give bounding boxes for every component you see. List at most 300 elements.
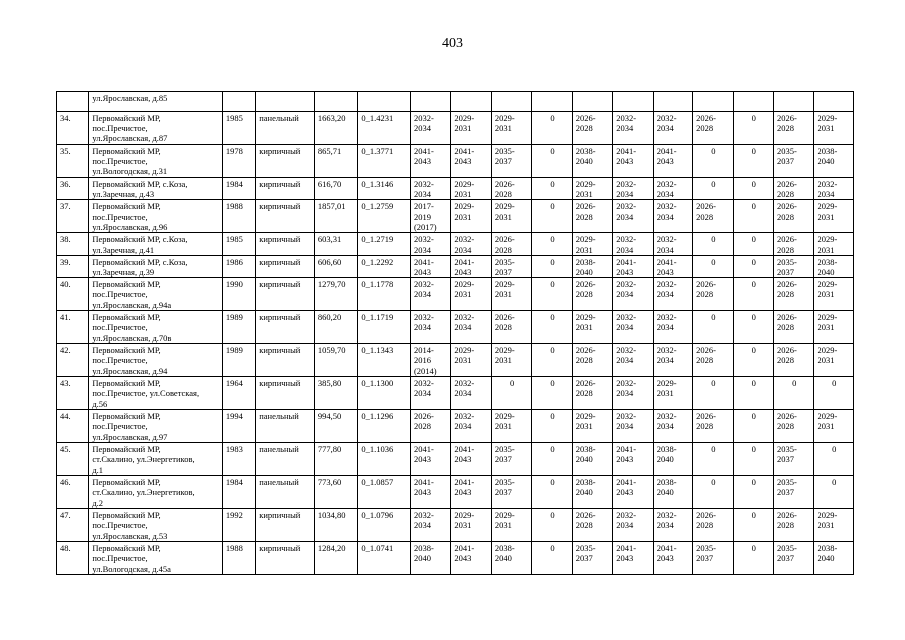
address-line: ст.Скалино, ул.Энергетиков, [92, 454, 195, 465]
cell-num: 39. [57, 255, 89, 277]
cell-period: 2032-2034 [613, 344, 653, 377]
cell-period: 2032-2034 [653, 178, 692, 200]
cell-material: кирпичный [256, 255, 315, 277]
cell-period: 2029-2031 [451, 278, 491, 311]
cell-area: 777,80 [314, 443, 357, 476]
address-line: ул.Ярославская, д.97 [92, 431, 168, 442]
cell-period: 2041-2043 [613, 476, 653, 509]
cell-period: 0 [733, 410, 773, 443]
cell-period: 0 [814, 443, 854, 476]
cell-period: 2014-2016 (2014) [410, 344, 450, 377]
address-line: Первомайский МР, с.Коза, [92, 256, 188, 267]
cell-year: 1988 [222, 200, 255, 233]
cell-period: 2038-2040 [814, 255, 854, 277]
cell-area: 616,70 [314, 178, 357, 200]
cell-num: 48. [57, 542, 89, 575]
cell-period: 0 [814, 377, 854, 410]
cell-area: 1279,70 [314, 278, 357, 311]
address-line: Первомайский МР, [92, 477, 161, 488]
cell-num: 44. [57, 410, 89, 443]
cell-period: 2029-2031 [491, 200, 531, 233]
address-line: Первомайский МР, с.Коза, [92, 234, 188, 245]
cell-year: 1986 [222, 255, 255, 277]
table-row [57, 255, 854, 277]
cell-period: 2038-2040 [814, 145, 854, 178]
cell-period: 0 [532, 542, 572, 575]
cell-period: 2041-2043 [410, 255, 450, 277]
address-line: ул.Заречная, д.41 [92, 244, 155, 255]
address-line: Первомайский МР, [92, 345, 161, 356]
cell-period: 2029-2031 [814, 200, 854, 233]
cell-period: 2026-2028 [491, 178, 531, 200]
cell-period: 2032-2034 [451, 410, 491, 443]
cell-area: 385,80 [314, 377, 357, 410]
cell-period: 2032-2034 [410, 233, 450, 255]
cell-num: 36. [57, 178, 89, 200]
cell-address: ул.Ярославская, д.85 [89, 92, 223, 112]
cell-year: 1994 [222, 410, 255, 443]
cell-period: 2041-2043 [410, 443, 450, 476]
cell-period: 2026-2028 [491, 311, 531, 344]
cell-period: 0 [693, 476, 733, 509]
cell-period: 2035-2037 [774, 255, 814, 277]
cell-num: 41. [57, 311, 89, 344]
table-row [57, 311, 854, 344]
cell-year: 1985 [222, 233, 255, 255]
cell-period: 2038-2040 [572, 476, 612, 509]
cell-code: 0_1.1296 [358, 410, 411, 443]
cell-period: 2029-2031 [491, 344, 531, 377]
cell-code: 0_1.1343 [358, 344, 411, 377]
cell-period: 2029-2031 [814, 509, 854, 542]
cell-address [89, 145, 223, 178]
cell-period: 0 [532, 145, 572, 178]
cell-period: 2032-2034 [410, 178, 450, 200]
cell-period: 2032-2034 [613, 410, 653, 443]
cell-period: 2029-2031 [814, 344, 854, 377]
cell-num: 43. [57, 377, 89, 410]
cell-period: 2041-2043 [451, 145, 491, 178]
cell-period: 0 [733, 145, 773, 178]
cell-period: 0 [532, 344, 572, 377]
cell-period: 2032-2034 [451, 233, 491, 255]
cell-period: 2032-2034 [613, 377, 653, 410]
cell-num: 38. [57, 233, 89, 255]
address-line: пос.Пречистое, [92, 553, 148, 564]
cell-period: 2038-2040 [653, 443, 692, 476]
cell-code: 0_1.2719 [358, 233, 411, 255]
cell-material: кирпичный [256, 377, 315, 410]
cell-period: 2026-2028 [410, 410, 450, 443]
cell-period: 2035-2037 [491, 476, 531, 509]
address-line: Первомайский МР, [92, 444, 161, 455]
cell-period: 2032-2034 [613, 112, 653, 145]
cell-address [89, 443, 223, 476]
cell-year: 1989 [222, 311, 255, 344]
cell-year: 1992 [222, 509, 255, 542]
cell-period: 0 [733, 255, 773, 277]
cell-period: 0 [693, 233, 733, 255]
cell-period: 2026-2028 [693, 344, 733, 377]
cell-period: 2035-2037 [774, 542, 814, 575]
cell-period: 2032-2034 [653, 410, 692, 443]
cell-period: 2041-2043 [653, 542, 692, 575]
address-line: ул.Ярославская, д.94 [92, 365, 168, 376]
cell-material: панельный [256, 112, 315, 145]
cell-period: 0 [733, 509, 773, 542]
cell-period: 0 [532, 200, 572, 233]
cell-period: 0 [532, 112, 572, 145]
cell-year: 1988 [222, 542, 255, 575]
cell-period: 2038-2040 [814, 542, 854, 575]
cell-period: 2032-2034 [613, 178, 653, 200]
cell-period: 2041-2043 [613, 443, 653, 476]
cell-period: 0 [733, 278, 773, 311]
cell-period: 2029-2031 [451, 344, 491, 377]
address-line: пос.Пречистое, [92, 289, 148, 300]
cell-material: кирпичный [256, 200, 315, 233]
cell-period: 2026-2028 [572, 377, 612, 410]
cell-period: 2026-2028 [774, 200, 814, 233]
cell-period: 2026-2028 [774, 509, 814, 542]
address-line: Первомайский МР, с.Коза, [92, 179, 188, 189]
cell-year: 1989 [222, 344, 255, 377]
cell-period: 2038-2040 [491, 542, 531, 575]
cell-period: 0 [733, 344, 773, 377]
address-line: ул.Вологодская, д.31 [92, 166, 168, 177]
cell-period: 2032-2034 [451, 377, 491, 410]
address-line: Первомайский МР, [92, 312, 161, 323]
cell-period: 0 [774, 377, 814, 410]
cell-period: 2041-2043 [613, 542, 653, 575]
cell-period: 2029-2031 [491, 509, 531, 542]
cell-period: 2032-2034 [613, 278, 653, 311]
cell-material: кирпичный [256, 233, 315, 255]
address-line: пос.Пречистое, [92, 355, 148, 366]
cell-period: 2026-2028 [693, 509, 733, 542]
cell-year: 1978 [222, 145, 255, 178]
cell-period: 2041-2043 [451, 255, 491, 277]
cell-material: панельный [256, 410, 315, 443]
cell-code: 0_1.3146 [358, 178, 411, 200]
cell-period: 2029-2031 [814, 278, 854, 311]
cell-address [89, 509, 223, 542]
address-line: пос.Пречистое, [92, 322, 148, 333]
table-row [57, 410, 854, 443]
cell-code: 0_1.1036 [358, 443, 411, 476]
address-line: ул.Вологодская, д.45а [92, 563, 171, 574]
cell-period: 0 [532, 377, 572, 410]
cell-period: 2041-2043 [613, 145, 653, 178]
cell-address [89, 178, 223, 200]
cell-period: 2029-2031 [491, 112, 531, 145]
cell-period: 0 [733, 476, 773, 509]
cell-period: 2026-2028 [774, 178, 814, 200]
cell-period: 0 [532, 278, 572, 311]
cell-period: 0 [733, 311, 773, 344]
cell-period: 2032-2034 [613, 233, 653, 255]
table-row [57, 509, 854, 542]
cell-address [89, 476, 223, 509]
cell-period: 2029-2031 [653, 377, 692, 410]
cell-period: 2038-2040 [653, 476, 692, 509]
address-line: ул.Ярославская, д.53 [92, 530, 168, 541]
cell-area: 1034,80 [314, 509, 357, 542]
cell-num: 40. [57, 278, 89, 311]
cell-code: 0_1.0741 [358, 542, 411, 575]
cell-period: 0 [532, 476, 572, 509]
cell-period: 2035-2037 [491, 443, 531, 476]
table-row [57, 200, 854, 233]
cell-period: 0 [693, 377, 733, 410]
cell-period: 2026-2028 [693, 112, 733, 145]
cell-period: 2029-2031 [451, 200, 491, 233]
cell-code: 0_1.2759 [358, 200, 411, 233]
address-line: ул.Ярославская, д.94а [92, 299, 172, 310]
cell-period: 2041-2043 [653, 255, 692, 277]
cell-area: 994,50 [314, 410, 357, 443]
cell-period: 0 [532, 178, 572, 200]
cell-period: 2026-2028 [774, 278, 814, 311]
table-body [57, 92, 854, 575]
cell-address [89, 112, 223, 145]
cell-period: 2041-2043 [451, 476, 491, 509]
cell-period: 2032-2034 [613, 311, 653, 344]
cell-period: 0 [693, 255, 733, 277]
cell-num: 42. [57, 344, 89, 377]
address-line: ст.Скалино, ул.Энергетиков, [92, 487, 195, 498]
cell-material: панельный [256, 476, 315, 509]
cell-period: 2041-2043 [410, 145, 450, 178]
cell-period: 2026-2028 [774, 112, 814, 145]
cell-period: 2032-2034 [410, 509, 450, 542]
address-line: ул.Ярославская, д.96 [92, 221, 168, 232]
cell-period: 2032-2034 [613, 200, 653, 233]
page-number: 403 [442, 36, 463, 51]
cell-num: 37. [57, 200, 89, 233]
address-line: Первомайский МР, [92, 543, 161, 554]
cell-code: 0_1.1719 [358, 311, 411, 344]
cell-period: 2038-2040 [572, 255, 612, 277]
cell-period: 2032-2034 [613, 509, 653, 542]
cell-period: 0 [733, 200, 773, 233]
cell-period: 2038-2040 [572, 443, 612, 476]
address-line: ул.Ярославская, д.70в [92, 332, 172, 343]
cell-period: 2035-2037 [774, 443, 814, 476]
cell-period: 2041-2043 [451, 443, 491, 476]
address-line: д.2 [92, 497, 104, 508]
address-line: Первомайский МР, [92, 510, 161, 521]
cell-code: 0_1.0857 [358, 476, 411, 509]
cell-code: 0_1.4231 [358, 112, 411, 145]
cell-period: 0 [733, 178, 773, 200]
cell-period: 0 [532, 311, 572, 344]
address-line: д.1 [92, 464, 104, 475]
address-line: Первомайский МР, [92, 201, 161, 212]
cell-material: панельный [256, 443, 315, 476]
cell-period: 2029-2031 [572, 311, 612, 344]
cell-period: 2029-2031 [572, 233, 612, 255]
address-line: пос.Пречистое, [92, 520, 148, 531]
cell-period: 2038-2040 [572, 145, 612, 178]
cell-area: 865,71 [314, 145, 357, 178]
cell-period: 2029-2031 [814, 410, 854, 443]
address-line: Первомайский МР, [92, 378, 161, 389]
cell-period: 2032-2034 [814, 178, 854, 200]
cell-period: 2035-2037 [491, 145, 531, 178]
cell-period: 0 [532, 443, 572, 476]
cell-num: 35. [57, 145, 89, 178]
table-row [57, 542, 854, 575]
cell-period: 2026-2028 [774, 410, 814, 443]
cell-address [89, 344, 223, 377]
cell-period: 2032-2034 [653, 278, 692, 311]
cell-period: 0 [693, 145, 733, 178]
cell-period: 2029-2031 [451, 509, 491, 542]
cell-period: 2041-2043 [653, 145, 692, 178]
cell-period: 2017-2019 (2017) [410, 200, 450, 233]
table-row [57, 443, 854, 476]
cell-period: 2029-2031 [451, 178, 491, 200]
cell-address [89, 410, 223, 443]
cell-period: 2026-2028 [693, 278, 733, 311]
cell-year: 1990 [222, 278, 255, 311]
table-row [57, 145, 854, 178]
cell-period: 2026-2028 [572, 509, 612, 542]
cell-year: 1984 [222, 178, 255, 200]
cell-period: 2026-2028 [693, 410, 733, 443]
cell-period: 2026-2028 [491, 233, 531, 255]
cell-period: 2029-2031 [814, 233, 854, 255]
cell-material: кирпичный [256, 542, 315, 575]
cell-address [89, 311, 223, 344]
cell-period: 2041-2043 [451, 542, 491, 575]
cell-period: 0 [693, 443, 733, 476]
cell-num [57, 92, 89, 112]
cell-code: 0_1.1778 [358, 278, 411, 311]
cell-num: 46. [57, 476, 89, 509]
cell-period: 2029-2031 [814, 112, 854, 145]
cell-code: 0_1.1300 [358, 377, 411, 410]
cell-area: 860,20 [314, 311, 357, 344]
cell-period: 2029-2031 [491, 410, 531, 443]
cell-material: кирпичный [256, 344, 315, 377]
cell-material: кирпичный [256, 278, 315, 311]
cell-period: 2026-2028 [693, 200, 733, 233]
cell-material: кирпичный [256, 145, 315, 178]
cell-code: 0_1.3771 [358, 145, 411, 178]
address-line: пос.Пречистое, ул.Советская, [92, 388, 200, 399]
cell-year: 1983 [222, 443, 255, 476]
cell-period: 0 [693, 178, 733, 200]
cell-period: 2035-2037 [774, 145, 814, 178]
cell-period: 2032-2034 [653, 311, 692, 344]
cell-period: 2032-2034 [653, 112, 692, 145]
cell-year: 1985 [222, 112, 255, 145]
cell-code: 0_1.0796 [358, 509, 411, 542]
cell-period: 2032-2034 [653, 509, 692, 542]
cell-period: 0 [693, 311, 733, 344]
cell-period: 0 [733, 443, 773, 476]
cell-year: 1964 [222, 377, 255, 410]
address-line: пос.Пречистое, [92, 156, 148, 167]
cell-period: 2026-2028 [572, 344, 612, 377]
cell-period: 2029-2031 [491, 278, 531, 311]
cell-num: 45. [57, 443, 89, 476]
cell-address [89, 278, 223, 311]
table-row [57, 344, 854, 377]
address-line: пос.Пречистое, [92, 421, 148, 432]
cell-material: кирпичный [256, 311, 315, 344]
cell-num: 34. [57, 112, 89, 145]
address-line: ул.Заречная, д.43 [92, 189, 155, 200]
table-row [57, 377, 854, 410]
cell-period: 2032-2034 [451, 311, 491, 344]
cell-address [89, 255, 223, 277]
cell-address [89, 233, 223, 255]
cell-period: 2035-2037 [491, 255, 531, 277]
cell-area: 1059,70 [314, 344, 357, 377]
cell-period: 0 [733, 377, 773, 410]
cell-period: 2026-2028 [572, 112, 612, 145]
cell-code: 0_1.2292 [358, 255, 411, 277]
cell-num: 47. [57, 509, 89, 542]
cell-area: 1284,20 [314, 542, 357, 575]
cell-period: 2032-2034 [653, 200, 692, 233]
cell-period: 2038-2040 [410, 542, 450, 575]
cell-period: 0 [532, 255, 572, 277]
table-row [57, 178, 854, 200]
cell-area: 1663,20 [314, 112, 357, 145]
cell-area: 603,31 [314, 233, 357, 255]
cell-period: 2032-2034 [410, 278, 450, 311]
cell-period: 2032-2034 [410, 311, 450, 344]
cell-period: 0 [532, 509, 572, 542]
address-line: ул.Ярославская, д.87 [92, 133, 168, 144]
cell-period: 2026-2028 [572, 200, 612, 233]
cell-address [89, 542, 223, 575]
table-row [57, 112, 854, 145]
address-line: пос.Пречистое, [92, 123, 148, 134]
cell-period: 2032-2034 [653, 233, 692, 255]
cell-period: 0 [814, 476, 854, 509]
cell-period: 0 [491, 377, 531, 410]
cell-period: 2029-2031 [572, 410, 612, 443]
cell-period: 0 [733, 233, 773, 255]
table-row [57, 233, 854, 255]
cell-period: 2026-2028 [774, 311, 814, 344]
cell-period: 0 [733, 542, 773, 575]
address-line: Первомайский МР, [92, 411, 161, 422]
address-line: ул.Заречная, д.39 [92, 267, 155, 278]
cell-period: 2035-2037 [774, 476, 814, 509]
address-line: д.56 [92, 398, 108, 409]
cell-year: 1984 [222, 476, 255, 509]
table-row-continuation [57, 92, 854, 112]
cell-period: 2032-2034 [653, 344, 692, 377]
cell-address [89, 377, 223, 410]
address-line: Первомайский МР, [92, 113, 161, 123]
cell-period: 2029-2031 [814, 311, 854, 344]
cell-period: 2041-2043 [613, 255, 653, 277]
housing-repair-schedule-table [56, 91, 854, 575]
cell-address [89, 200, 223, 233]
cell-period: 0 [532, 233, 572, 255]
table-row [57, 278, 854, 311]
cell-period: 2026-2028 [774, 344, 814, 377]
cell-period: 2032-2034 [410, 112, 450, 145]
address-line: Первомайский МР, [92, 146, 161, 156]
